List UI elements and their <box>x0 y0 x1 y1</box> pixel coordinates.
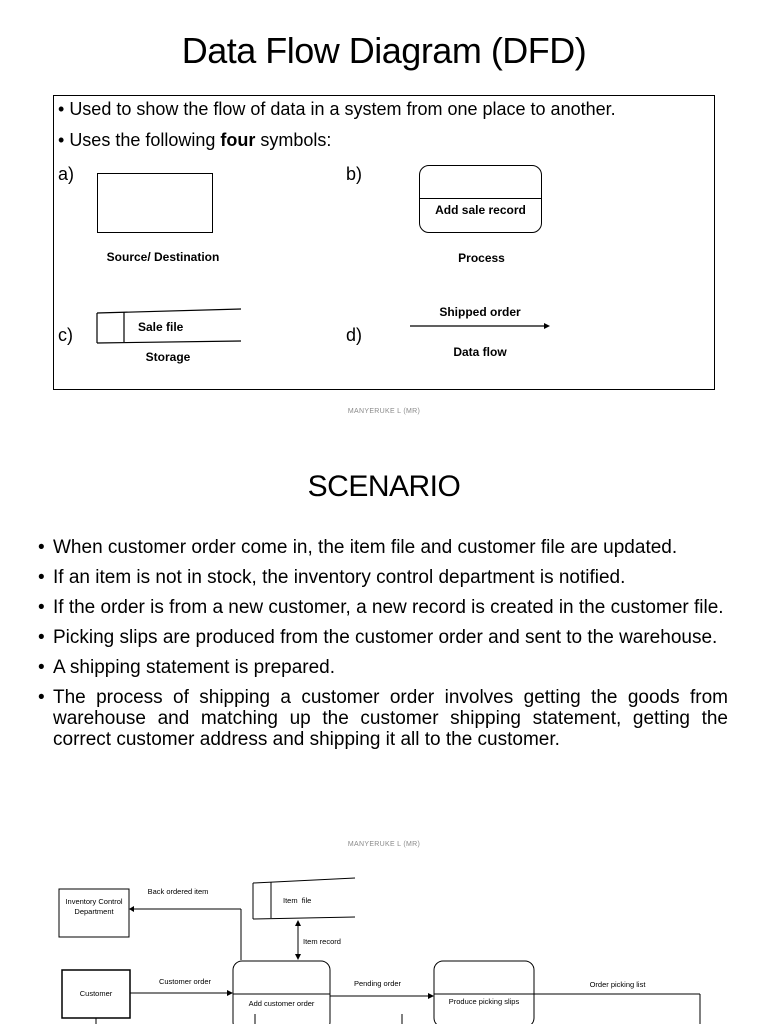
scenario-list <box>38 537 728 759</box>
caption-process: Process <box>458 251 505 265</box>
storage-inner-label: Sale file <box>138 320 184 334</box>
label-a: a) <box>58 164 75 184</box>
dfd-diagram-lines <box>0 860 768 1024</box>
pending-order-label: Pending order <box>353 979 402 988</box>
caption-storage: Storage <box>145 350 191 364</box>
list-item: • A shipping statement is prepared. <box>38 657 728 678</box>
list-item: • When customer order come in, the item file and customer file are updated. <box>38 537 728 558</box>
caption-dataflow: Data flow <box>453 345 507 359</box>
slide1-footer: MANYERUKE L (MR) <box>347 408 421 415</box>
dataflow-arrow-icon <box>410 320 550 332</box>
label-c: c) <box>58 325 73 345</box>
source-destination-symbol <box>97 173 213 233</box>
produce-picking-slips-process: Produce picking slips <box>448 997 520 1006</box>
label-b: b) <box>346 164 363 184</box>
item-record-label: Item record <box>303 937 341 946</box>
slide1-title: Data Flow Diagram (DFD) <box>181 30 587 71</box>
dataflow-label: Shipped order <box>439 305 521 319</box>
bullet-symbols: • Uses the following four symbols: <box>58 130 332 150</box>
slide2-title: SCENARIO <box>307 470 461 503</box>
customer-order-label: Customer order <box>158 977 212 986</box>
back-ordered-label: Back ordered item <box>147 887 209 896</box>
bullet-flow: • Used to show the flow of data in a system from one place to another. <box>58 99 616 119</box>
item-file-label: Item file <box>283 896 312 905</box>
list-item: • If an item is not in stock, the inventory control department is notified. <box>38 567 728 588</box>
list-item: • Picking slips are produced from the customer order and sent to the warehouse. <box>38 627 728 648</box>
list-item: • If the order is from a new customer, a new record is created in the customer file. <box>38 597 728 618</box>
label-d: d) <box>346 325 363 345</box>
customer-box: Customer <box>79 989 113 998</box>
process-symbol <box>419 165 542 233</box>
caption-source: Source/ Destination <box>106 250 220 264</box>
inventory-control-box: Inventory Control Department <box>65 897 123 916</box>
add-customer-order-process: Add customer order <box>248 999 315 1008</box>
order-picking-list-label: Order picking list <box>589 980 646 989</box>
process-inner-label: Add sale record <box>435 203 526 217</box>
list-item: • The process of shipping a customer order involves getting the goods from warehouse and matching up the customer shipping statement, getting the correct customer address and shipping it all to the customer. <box>38 687 728 750</box>
slide2-footer: MANYERUKE L (MR) <box>347 841 421 848</box>
